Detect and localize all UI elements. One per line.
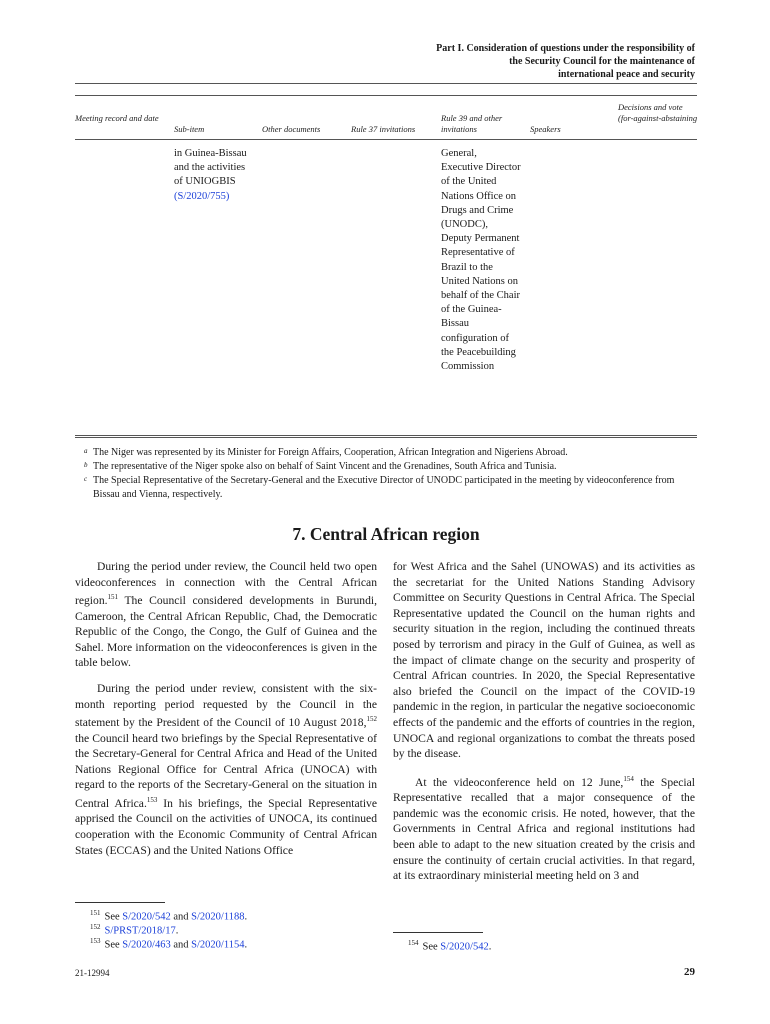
header-rule-2	[75, 95, 697, 96]
doc-link[interactable]: S/2020/542	[122, 911, 171, 923]
note-text: The Niger was represented by its Minister for Foreign Affairs, Cooperation, African Integration and Nigeriens Abroad.	[93, 447, 568, 458]
table-note-b	[84, 460, 698, 474]
footnote-154: $^{154}$ See S/2020/542.	[408, 939, 492, 953]
document-id: 21-12994	[75, 968, 110, 978]
col-meeting-record: Meeting record and date	[75, 113, 159, 123]
footnote-separator-left	[75, 902, 165, 903]
rule39-cell: General, Executive Director of the United Nations Office on Drugs and Crime (UNODC), Deputy Permanent Representative of Brazil to the United Nations on behalf of the Chair of the Guinea-Bissau configuration of the Peacebuilding Commission	[441, 148, 521, 373]
note-text: The Special Representative of the Secretary-General and the Executive Director of UNODC participated in the meeting by videoconference from Bissau and Vienna, respectively.	[93, 475, 675, 500]
footnote-ref[interactable]: 152	[366, 715, 377, 724]
header-line-1: Part I. Consideration of questions under the responsibility of	[436, 43, 695, 54]
note-mark: b	[84, 461, 88, 469]
page-number: 29	[684, 966, 695, 978]
subitem-doc-link[interactable]: (S/2020/755)	[174, 190, 230, 202]
left-paragraph-2: During the period under review, consistent with the six-month reporting period requested by the Council in the statement by the President of the Council of 10 August 2018,$^{152}$ the Council heard two briefings by the Special Representative of the Secretary-General for Central Africa and Head of the United Nations Regional Office for Central Africa (UNOCA) with regard to the reports of the Secretary-General on the situation in Central Africa.$^{153}$ In his briefings, the Special Representative apprised the Council on the activities of UNOCA, its continued cooperation with the Economic Community of Central African States (ECCAS) and the United Nations Office	[75, 682, 377, 857]
table-header-rule	[75, 139, 697, 140]
col-sub-item: Sub-item	[174, 124, 205, 134]
right-paragraph-1: for West Africa and the Sahel (UNOWAS) and its activities as the secretariat for the United Nations Standing Advisory Committee on Security Questions in Central Africa. The Special Representative updated the Council on the human rights and security situation in the region, including the continued threats posed by terrorism and piracy in the Gulf of Guinea, as well as the impact of climate change on the security and prosperity of Central African countries. In 2020, the Special Representative also briefed the Council on the impact of the COVID-19 pandemic in the region, in particular the negative socioeconomic effects of the pandemic and the efforts of countries in the region, UNOCA and regional organizations to combat the threats posed by the disease.	[393, 560, 695, 761]
header-line-2: the Security Council for the maintenance of	[509, 56, 695, 67]
note-mark: a	[84, 447, 88, 455]
table-note-a	[84, 446, 698, 460]
doc-link[interactable]: S/2020/542	[440, 941, 489, 953]
doc-link[interactable]: S/PRST/2018/17	[104, 925, 176, 937]
header-line-3: international peace and security	[558, 69, 695, 80]
header-rule-1	[75, 83, 697, 84]
footnote-152: $^{152}$ S/PRST/2018/17.	[90, 923, 179, 937]
running-header	[355, 42, 695, 81]
footnote-separator-right	[393, 932, 483, 933]
col-speakers: Speakers	[530, 124, 561, 134]
right-paragraph-2: At the videoconference held on 12 June,$^{154}$ the Special Representative recalled that a major consequence of the pandemic was the economic crisis. He noted, however, that the Governments in Central Africa and regional institutions had been able to adapt to the new situation created by the crisis and ensure the continuity of certain crucial activities. In that regard, at its extraordinary ministerial meeting held on 3 and	[393, 774, 696, 883]
right-column	[393, 559, 695, 894]
subitem-text: in Guinea-Bissau and the activities of UNIOGBIS	[174, 148, 247, 188]
table-note-c	[84, 474, 698, 502]
section-title: 7. Central African region	[292, 524, 480, 544]
footnote-ref[interactable]: 153	[146, 796, 158, 805]
note-text: The representative of the Niger spoke also on behalf of Saint Vincent and the Grenadines, South Africa and Tunisia.	[93, 461, 557, 472]
table-bottom-rule	[75, 435, 697, 438]
col-rule-39: Rule 39 and other invitations	[441, 113, 503, 134]
left-paragraph-1: During the period under review, the Council held two open videoconferences in connection with the Central African region.$^{151}$ The Council considered developments in Burundi, Cameroon, the Central African Republic, Chad, the Democratic Republic of the Congo, the Congo, the Gulf of Guinea and the Sahel. More information on the videoconferences is given in the table below.	[75, 560, 377, 670]
col-other-documents: Other documents	[262, 124, 321, 134]
left-column	[75, 559, 377, 868]
footnote-ref[interactable]: 151	[107, 593, 119, 602]
footnote-ref[interactable]: 154	[623, 774, 634, 783]
doc-link[interactable]: S/2020/463	[122, 939, 171, 951]
note-mark: c	[84, 475, 88, 483]
footnote-153: $^{153}$ See S/2020/463 and S/2020/1154.	[90, 937, 248, 951]
doc-link[interactable]: S/2020/1188	[191, 911, 245, 923]
footnote-151: $^{151}$ See S/2020/542 and S/2020/1188.	[90, 909, 248, 923]
col-rule-37: Rule 37 invitations	[351, 124, 416, 134]
doc-link[interactable]: S/2020/1154	[191, 939, 245, 951]
subitem-cell	[174, 147, 252, 204]
col-decisions: Decisions and vote (for-against-abstaining	[618, 102, 698, 123]
